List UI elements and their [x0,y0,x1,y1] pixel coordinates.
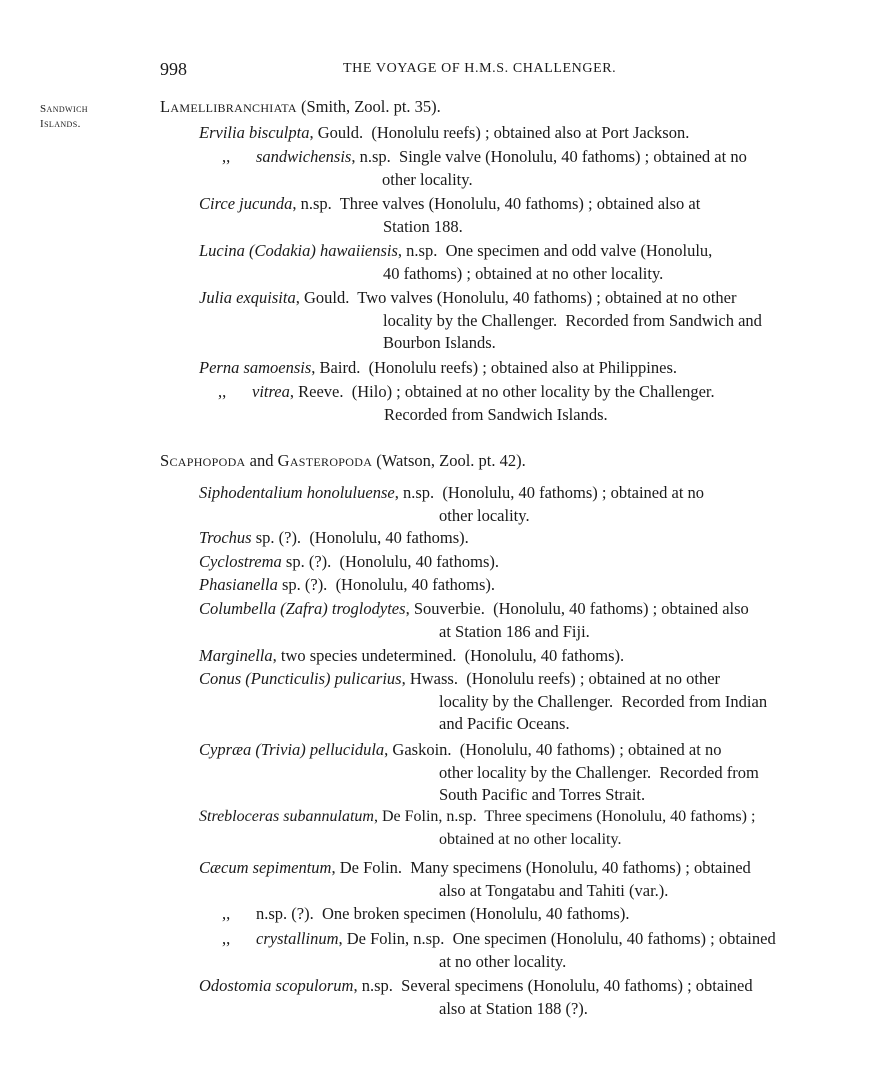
continuation-line: Recorded from Sandwich Islands. [384,404,608,424]
species-author: , De Folin, n.sp. [338,929,445,948]
species-name: Conus (Puncticulis) pulicarius [199,669,402,688]
ditto-mark: ,, [222,929,231,948]
list-item [199,645,624,668]
species-author: , Baird. [311,358,361,377]
species-record: (Honolulu, 40 fathoms). [456,646,625,665]
species-name: Marginella [199,646,273,665]
continuation-line: Bourbon Islands. [383,333,496,352]
species-name: crystallinum [256,929,339,948]
running-title: THE VOYAGE OF H.M.S. CHALLENGER. [343,61,617,76]
section-heading-citation: (Watson, Zool. pt. 42). [372,451,526,470]
species-record: (Honolulu, 40 fathoms) ; obtained at no [434,483,705,502]
list-item [199,857,751,902]
list-item [199,527,469,550]
continuation-line: other locality. [439,505,530,525]
species-author: sp. (?). [277,575,328,594]
species-author: , n.sp. [351,147,391,166]
species-author: , Hwass. [401,669,458,688]
continuation-line: South Pacific and Torres Strait. [439,785,646,804]
species-name: Cæcum sepimentum [199,858,332,877]
section-heading-gasteropoda [160,451,526,471]
margin-note-line2: Islands. [40,118,81,130]
continuation-line: at no other locality. [439,951,567,971]
species-author: , n.sp. [397,241,438,260]
ditto-mark: ,, [222,147,231,166]
species-author: sp. (?). [251,528,302,547]
ditto-mark: ,, [222,904,231,923]
continuation-line: other locality by the Challenger. Recorded from [439,762,759,782]
list-item [222,903,629,926]
list-item [199,551,499,574]
species-name: Siphodentalium honoluluense [199,483,395,502]
ditto-mark: ,, [218,382,227,401]
species-author: , De Folin, n.sp. [373,808,477,825]
continuation-line: at Station 186 and Fiji. [439,621,590,641]
list-item [199,287,762,355]
margin-note-line1: Sandwich [40,103,88,115]
species-record: Single valve (Honolulu, 40 fathoms) ; obtained at no [390,147,747,166]
species-author: , De Folin. [331,858,403,877]
list-item [199,122,689,145]
species-record: One specimen (Honolulu, 40 fathoms) ; obtained [444,929,776,948]
species-record: Many specimens (Honolulu, 40 fathoms) ; obtained [402,858,751,877]
page-number: 998 [160,59,187,79]
continuation-line: locality by the Challenger. Recorded from Sandwich and [383,310,762,330]
species-name: Circe jucunda [199,194,293,213]
continuation-line: 40 fathoms) ; obtained at no other locality. [383,263,664,283]
continuation-line: and Pacific Oceans. [439,714,570,733]
species-name: Phasianella [199,575,278,594]
species-name: Lucina (Codakia) hawaiiensis [199,241,398,260]
species-name: Strebloceras subannulatum [199,808,374,825]
species-record: Several specimens (Honolulu, 40 fathoms) ; obtained [392,976,753,995]
list-item [199,574,495,597]
species-name: Ervilia bisculpta [199,123,310,142]
species-record: (Honolulu, 40 fathoms) ; obtained at no [451,740,722,759]
species-record: One specimen and odd valve (Honolulu, [437,241,713,260]
species-name: Cypræa (Trivia) pellucidula [199,740,385,759]
section-heading-term: Scaphopoda [160,451,246,470]
list-item [199,806,755,851]
species-author: , n.sp. [353,976,393,995]
species-record: One broken specimen (Honolulu, 40 fathoms). [313,904,630,923]
species-author: , n.sp. [292,194,332,213]
list-item [218,381,715,426]
continuation-line: obtained at no other locality. [439,830,622,848]
continuation-line: also at Tongatabu and Tahiti (var.). [439,880,669,900]
species-author: sp. (?). [281,552,332,571]
species-record: (Honolulu reefs) ; obtained at no other [457,669,721,688]
species-name: Cyclostrema [199,552,282,571]
continuation-line: also at Station 188 (?). [439,998,588,1018]
species-record: (Honolulu, 40 fathoms). [327,575,496,594]
list-item [199,598,749,643]
species-author: , Gould. [295,288,350,307]
list-item [199,975,753,1020]
species-record: Three specimens (Honolulu, 40 fathoms) ; [476,808,756,825]
species-record: Three valves (Honolulu, 40 fathoms) ; obtained also at [331,194,701,213]
species-record: Two valves (Honolulu, 40 fathoms) ; obtained at no other [349,288,737,307]
continuation-line: Station 188. [383,216,463,236]
species-record: (Hilo) ; obtained at no other locality by the Challenger. [343,382,715,401]
species-name: Columbella (Zafra) troglodytes [199,599,406,618]
species-author: , Souverbie. [405,599,485,618]
list-item [222,146,747,191]
list-item [222,928,776,973]
species-name: Perna samoensis [199,358,312,377]
species-record: (Honolulu, 40 fathoms) ; obtained also [484,599,749,618]
section-heading-citation: (Smith, Zool. pt. 35). [296,97,441,116]
species-author: , two species undetermined. [272,646,457,665]
species-author: , Gould. [309,123,364,142]
section-heading-term2: Gasteropoda [277,451,373,470]
list-item [199,668,767,736]
list-item [199,357,677,380]
species-record: (Honolulu reefs) ; obtained also at Philippines. [360,358,677,377]
species-author: , Gaskoin. [384,740,452,759]
continuation-line: locality by the Challenger. Recorded from Indian [439,691,768,711]
species-name: vitrea [252,382,290,401]
species-author: , Reeve. [289,382,344,401]
species-record: (Honolulu reefs) ; obtained also at Port Jackson. [363,123,690,142]
species-name: sandwichensis [256,147,352,166]
species-record: (Honolulu, 40 fathoms). [301,528,469,547]
section-heading-joiner: and [245,451,278,470]
species-name: Julia exquisita [199,288,296,307]
section-heading-term: Lamellibranchiata [160,97,297,116]
list-item [199,193,700,238]
species-author: n.sp. (?). [256,904,314,923]
continuation-line: other locality. [382,169,473,189]
section-heading-lamellibranchiata [160,97,441,117]
list-item [199,739,759,807]
species-name: Trochus [199,528,252,547]
species-record: (Honolulu, 40 fathoms). [331,552,500,571]
list-item [199,482,704,527]
list-item [199,240,712,285]
species-author: , n.sp. [394,483,435,502]
species-name: Odostomia scopulorum [199,976,354,995]
